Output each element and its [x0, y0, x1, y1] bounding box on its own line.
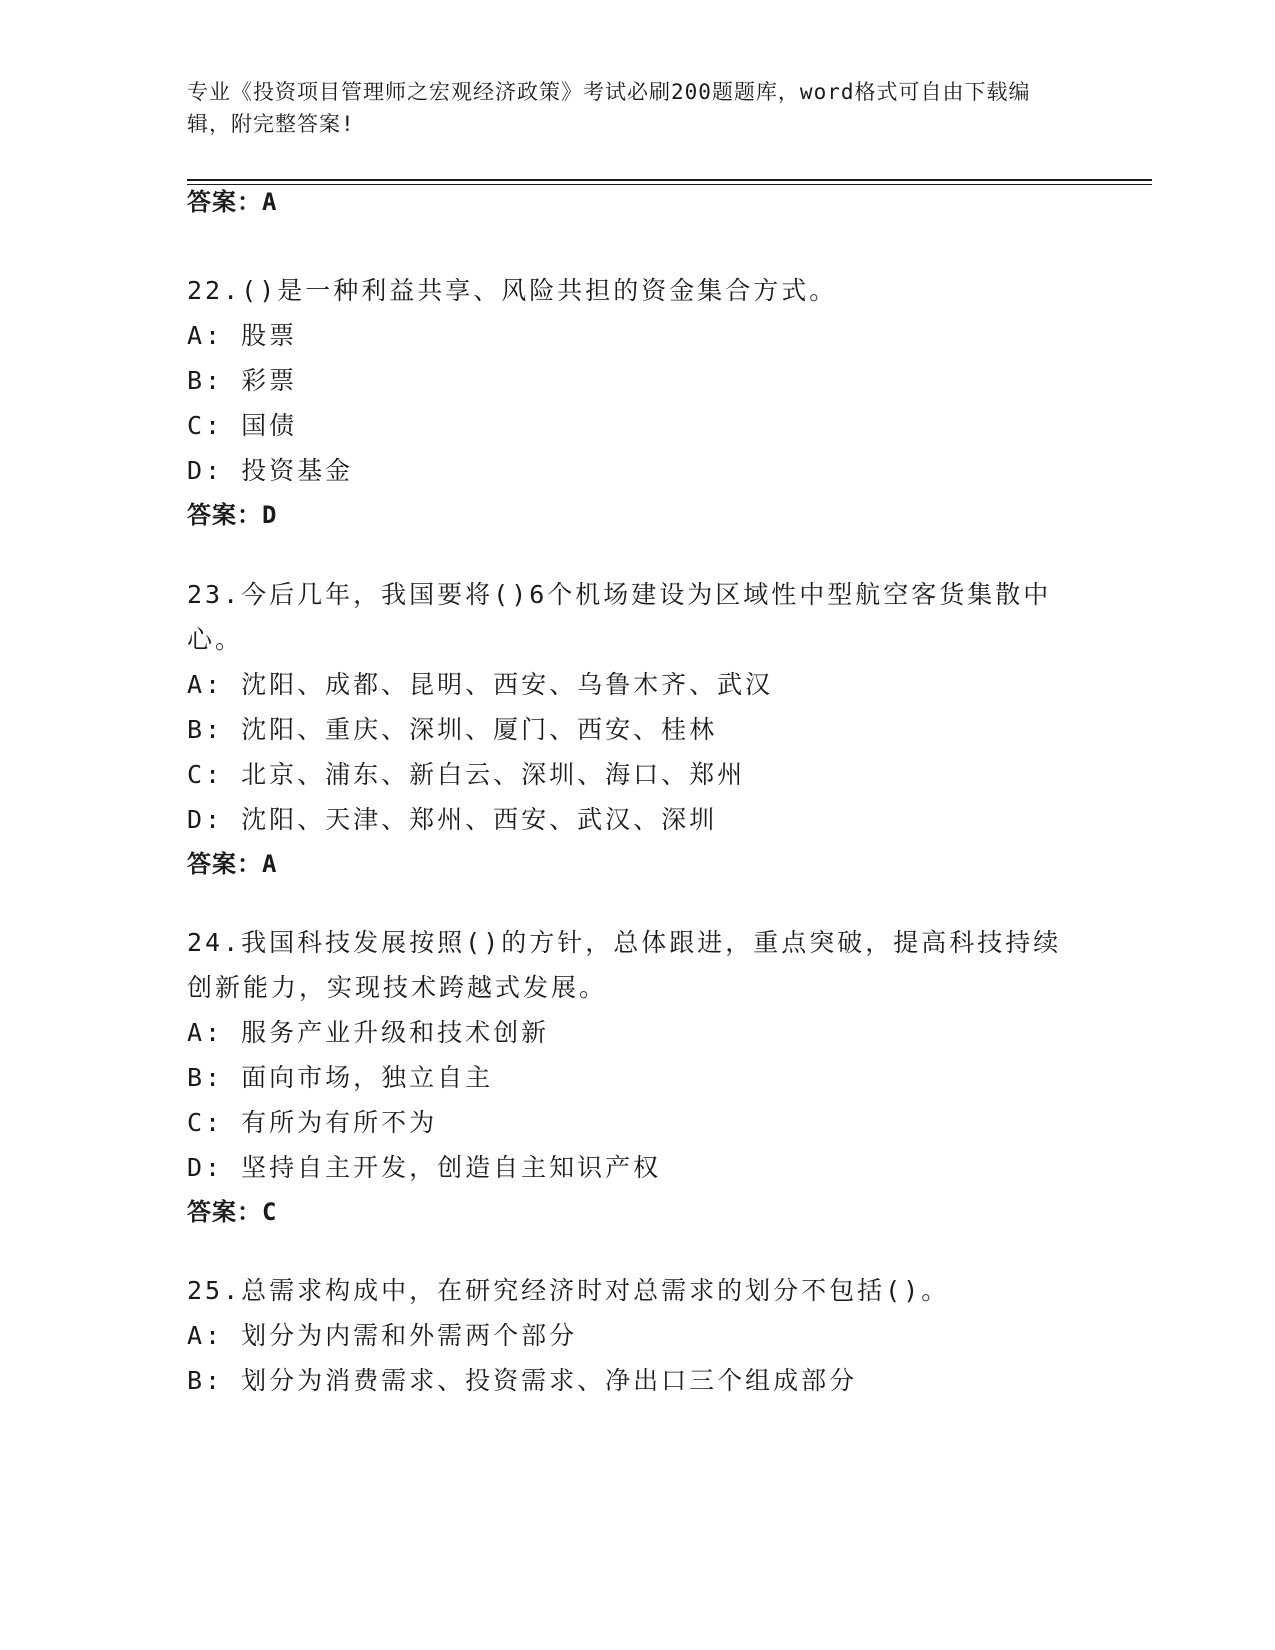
option-list: [187, 662, 1067, 842]
option-a: A: 划分为内需和外需两个部分: [187, 1321, 578, 1350]
option-c: C: 有所为有所不为: [187, 1108, 438, 1137]
question-stem: 23.今后几年，我国要将()6个机场建设为区域性中型航空客货集散中心。: [187, 580, 1052, 654]
option-b: B: 沈阳、重庆、深圳、厦门、西安、桂林: [187, 715, 718, 744]
answer: 答案：C: [187, 1198, 278, 1226]
question-22: [187, 268, 1067, 538]
option-list: [187, 1010, 1067, 1190]
document-header: 专业《投资项目管理师之宏观经济政策》考试必刷200题题库，word格式可自由下载编辑，附完整答案!: [187, 80, 1031, 136]
option-a: A: 沈阳、成都、昆明、西安、乌鲁木齐、武汉: [187, 670, 774, 699]
option-c: C: 北京、浦东、新白云、深圳、海口、郑州: [187, 760, 746, 789]
question-24: [187, 920, 1067, 1235]
previous-answer: 答案：A: [187, 188, 278, 216]
option-d: D: 坚持自主开发，创造自主知识产权: [187, 1153, 662, 1182]
question-25: [187, 1268, 1067, 1403]
answer: 答案：A: [187, 850, 278, 878]
question-stem: 25.总需求构成中，在研究经济时对总需求的划分不包括()。: [187, 1276, 950, 1305]
answer: 答案：D: [187, 501, 278, 529]
header-rule-thin: [187, 184, 1152, 185]
question-23: [187, 572, 1067, 887]
header-rule-thick: [187, 179, 1152, 181]
question-stem: 24.我国科技发展按照()的方针，总体跟进，重点突破，提高科技持续创新能力，实现技术跨越式发展。: [187, 928, 1062, 1002]
option-b: B: 面向市场，独立自主: [187, 1063, 494, 1092]
option-b: B: 划分为消费需求、投资需求、净出口三个组成部分: [187, 1366, 858, 1395]
option-list: [187, 1313, 1067, 1403]
option-c: C: 国债: [187, 411, 298, 440]
option-d: D: 沈阳、天津、郑州、西安、武汉、深圳: [187, 805, 718, 834]
option-b: B: 彩票: [187, 366, 298, 395]
question-stem: 22.()是一种利益共享、风险共担的资金集合方式。: [187, 276, 838, 305]
option-list: [187, 313, 1067, 493]
option-a: A: 股票: [187, 321, 298, 350]
option-a: A: 服务产业升级和技术创新: [187, 1018, 550, 1047]
option-d: D: 投资基金: [187, 456, 354, 485]
